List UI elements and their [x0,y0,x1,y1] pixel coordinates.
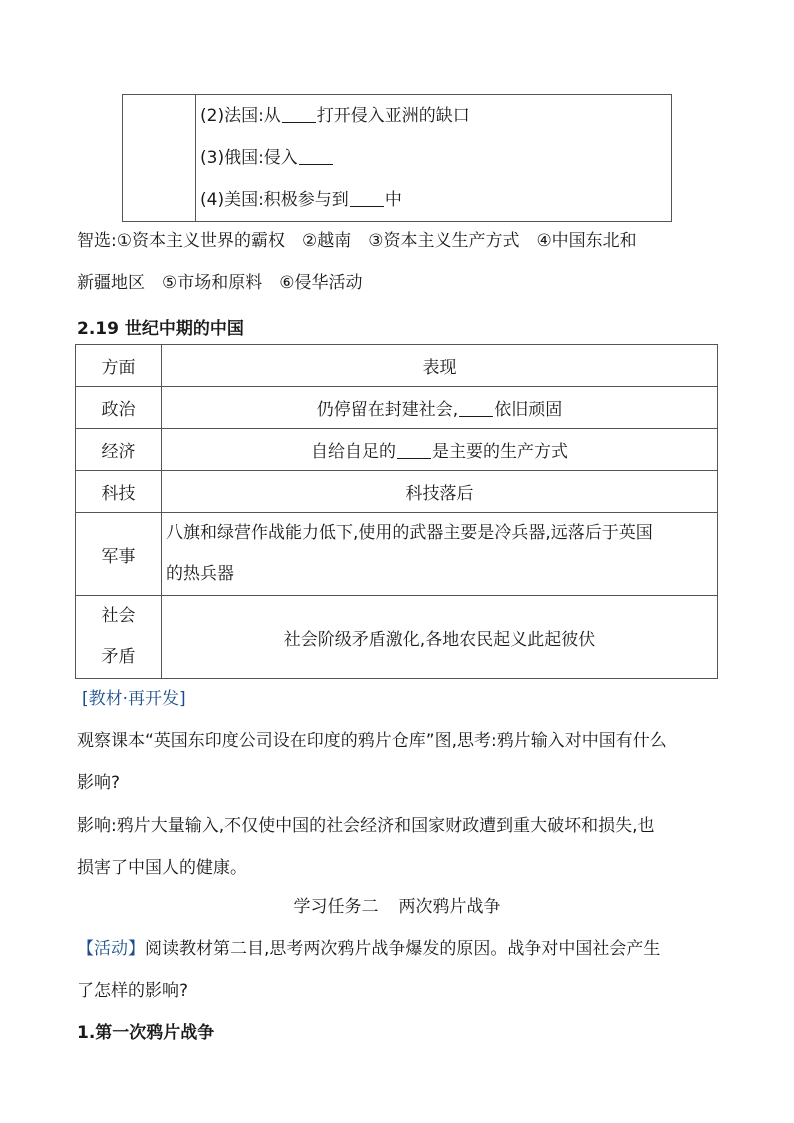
usa-suffix: 中 [384,190,402,210]
question-line-1: 观察课本“英国东印度公司设在印度的鸦片仓库”图,思考:鸦片输入对中国有什么 [77,731,667,751]
table-row-politics [76,387,718,429]
section-title-19th-century-china: 2.19 世纪中期的中国 [77,319,244,339]
activity-line-2: 了怎样的影响? [77,981,189,1001]
aspect-tech: 科技 [76,471,162,513]
aspect-politics: 政治 [76,387,162,429]
textbook-answer [77,805,722,889]
military-line-1: 八旗和绿营作战能力低下,使用的武器主要是冷兵器,远落后于英国 [166,523,653,543]
france-suffix: 打开侵入亚洲的缺口 [316,106,470,126]
aspect-society [76,596,162,679]
table-row-military [76,513,718,596]
activity-text-1: 阅读教材第二目,思考两次鸦片战争爆发的原因。战争对中国社会产生 [145,939,661,959]
economy-post: 是主要的生产方式 [432,442,568,462]
textbook-question [77,720,722,804]
economy-blank[interactable] [397,441,431,459]
answer-line-2: 损害了中国人的健康。 [77,858,247,878]
header-performance: 表现 [162,345,718,387]
economy-pre: 自给自足的 [311,442,396,462]
russia-row [196,137,671,179]
military-line-2: 的热兵器 [166,564,234,584]
economy-content [162,429,718,471]
aspect-society-line-1: 社会 [101,606,136,626]
section-title-first-opium-war: 1.第一次鸦片战争 [77,1023,215,1043]
activity-block [77,928,722,1012]
table-row-economy [76,429,718,471]
question-line-2: 影响? [77,773,121,793]
politics-pre: 仍停留在封建社会, [316,400,459,420]
continued-table-left-cell [123,95,196,222]
task-2-heading [0,893,794,921]
military-content [162,513,718,596]
activity-line-1 [77,928,722,970]
politics-content [162,387,718,429]
tech-content: 科技落后 [162,471,718,513]
france-row [196,95,671,137]
usa-blank[interactable] [350,189,384,207]
textbook-tag: [教材·再开发] [82,689,186,709]
continued-table [122,94,672,222]
usa-prefix: (4)美国:积极参与到 [200,190,349,210]
china-aspects-table [75,344,718,679]
answer-line-1: 影响:鸦片大量输入,不仅使中国的社会经济和国家财政遭到重大破坏和损失,也 [77,816,655,836]
france-blank[interactable] [282,105,316,123]
smart-select-line-2: 新疆地区 ⑤市场和原料 ⑥侵华活动 [77,273,363,293]
task-2-title: 两次鸦片战争 [398,897,501,917]
politics-blank[interactable] [459,399,493,417]
politics-post: 依旧顽固 [494,400,563,420]
table-header-row [76,345,718,387]
russia-blank[interactable] [299,147,333,165]
russia-prefix: (3)俄国:侵入 [200,148,298,168]
aspect-military: 军事 [76,513,162,596]
aspect-society-line-2: 矛盾 [101,647,136,667]
usa-row [196,179,671,221]
table-row-society [76,596,718,679]
activity-tag: 【活动】 [77,939,145,959]
task-2-label: 学习任务二 [293,897,379,917]
society-content: 社会阶级矛盾激化,各地农民起义此起彼伏 [162,596,718,679]
header-aspect: 方面 [76,345,162,387]
smart-select-line-1: 智选:①资本主义世界的霸权 ②越南 ③资本主义生产方式 ④中国东北和 [77,231,637,251]
aspect-economy: 经济 [76,429,162,471]
continued-table-content-cell [196,95,672,222]
table-row-tech [76,471,718,513]
france-prefix: (2)法国:从 [200,106,281,126]
